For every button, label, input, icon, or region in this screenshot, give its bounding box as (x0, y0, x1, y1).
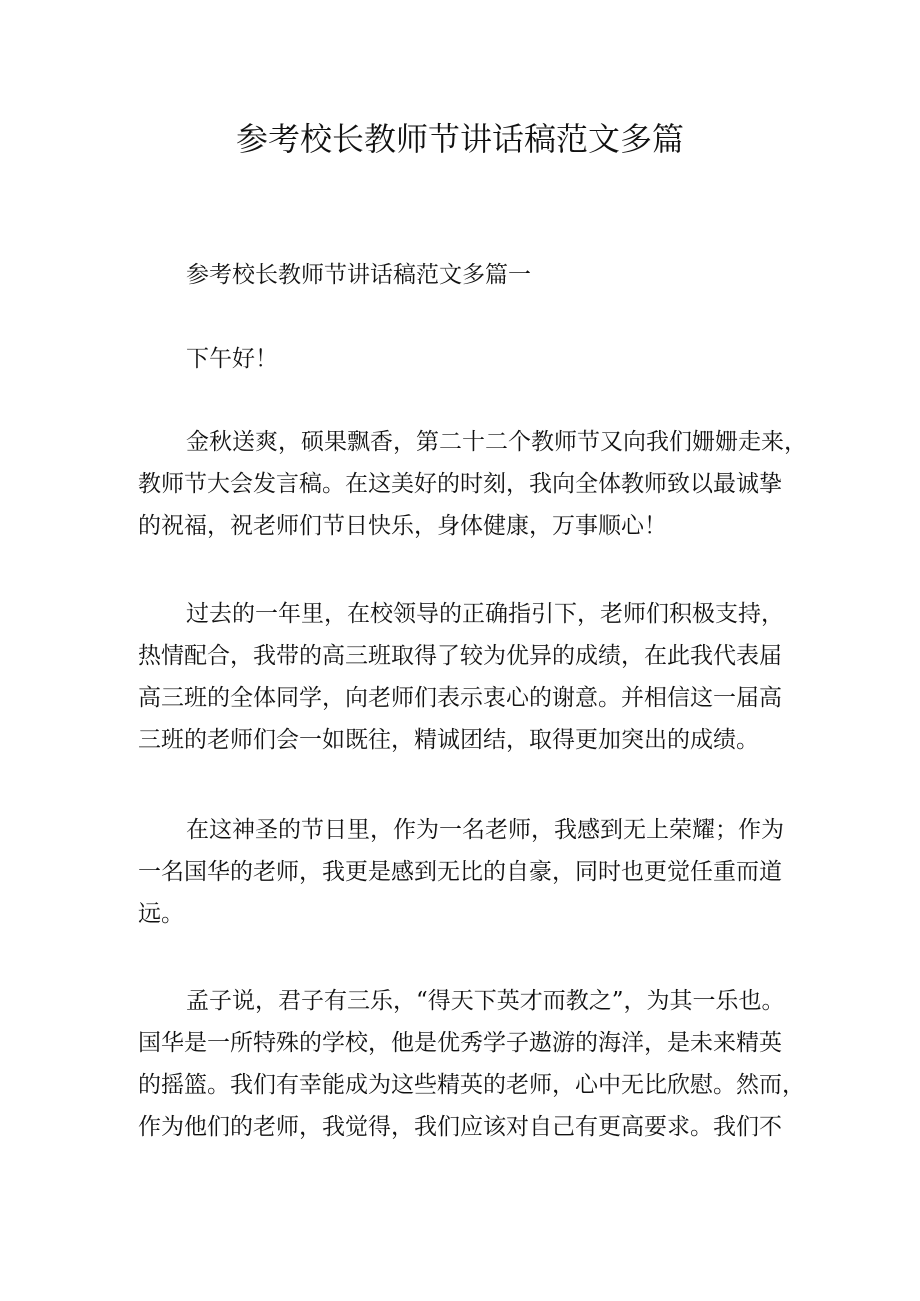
paragraph-line: 远。 (138, 901, 184, 927)
paragraph-3 (138, 809, 788, 935)
paragraph-line: 在这神圣的节日里，作为一名老师，我感到无上荣耀；作为 (186, 817, 784, 843)
paragraph-line: 金秋送爽，硕果飘香，第二十二个教师节又向我们姗姗走来， (186, 429, 807, 455)
document-title: 参考校长教师节讲话稿范文多篇 (235, 120, 684, 158)
paragraph-line: 三班的老师们会一如既往，精诚团结，取得更加突出的成绩。 (138, 727, 759, 753)
paragraph-line: 热情配合，我带的高三班取得了较为优异的成绩，在此我代表届 (138, 643, 782, 669)
paragraph-line: 一名国华的老师，我更是感到无比的自豪，同时也更觉任重而道 (138, 859, 782, 885)
paragraph-2 (138, 593, 788, 761)
paragraph-4 (138, 980, 805, 1148)
paragraph-line: 孟子说，君子有三乐，“得天下英才而教之”，为其一乐也。 (186, 988, 785, 1014)
paragraph-1 (138, 421, 807, 547)
paragraph-line: 的祝福，祝老师们节日快乐，身体健康，万事顺心！ (138, 513, 667, 539)
paragraph-line: 作为他们的老师，我觉得，我们应该对自己有更高要求。我们不 (138, 1114, 782, 1140)
paragraph-line: 教师节大会发言稿。在这美好的时刻，我向全体教师致以最诚挚 (138, 471, 782, 497)
paragraph-line: 国华是一所特殊的学校，他是优秀学子遨游的海洋，是未来精英 (138, 1030, 782, 1056)
paragraph-line: 的摇篮。我们有幸能成为这些精英的老师，心中无比欣慰。然而， (138, 1072, 805, 1098)
greeting: 下午好！ (186, 346, 278, 372)
section-heading: 参考校长教师节讲话稿范文多篇一 (186, 262, 531, 288)
paragraph-line: 高三班的全体同学，向老师们表示衷心的谢意。并相信这一届高 (138, 685, 782, 711)
paragraph-line: 过去的一年里，在校领导的正确指引下，老师们积极支持， (186, 601, 784, 627)
